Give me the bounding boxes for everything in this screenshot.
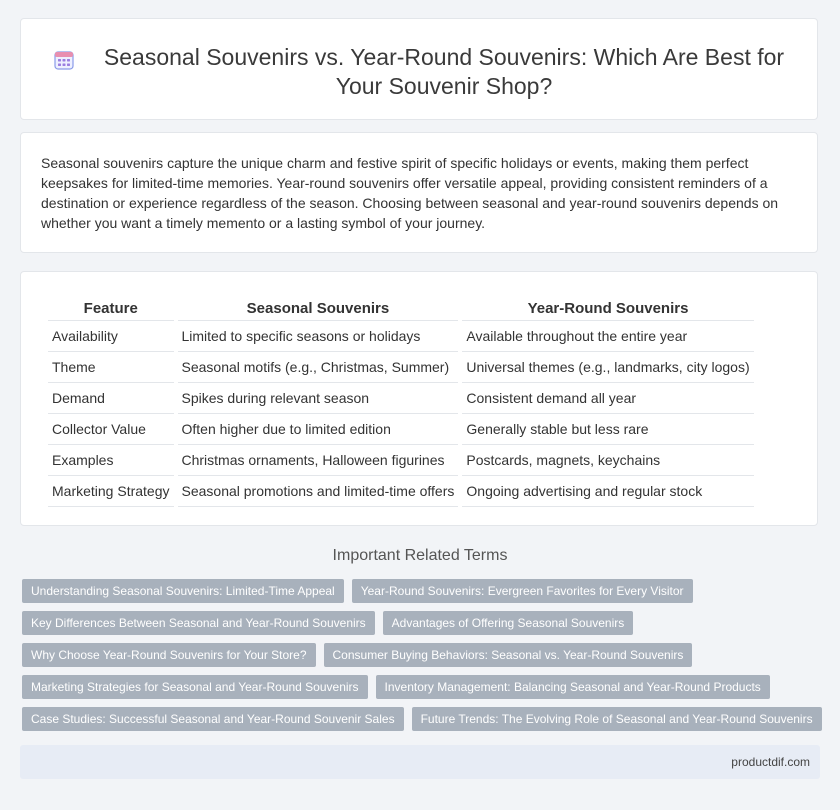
header-year-round: Year-Round Souvenirs <box>462 296 753 321</box>
table-cell-seasonal: Spikes during relevant season <box>178 383 459 414</box>
related-term-tag[interactable]: Advantages of Offering Seasonal Souvenirs <box>383 611 634 635</box>
table-cell-feature: Availability <box>48 321 174 352</box>
table-row <box>48 383 754 414</box>
tag-row <box>22 611 812 635</box>
tag-row <box>22 643 812 667</box>
intro-card <box>20 132 818 253</box>
table-cell-year-round: Available throughout the entire year <box>462 321 753 352</box>
table-cell-year-round: Consistent demand all year <box>462 383 753 414</box>
tag-row <box>22 579 812 603</box>
header-feature: Feature <box>48 296 174 321</box>
related-terms-list <box>22 579 812 739</box>
table-row <box>48 414 754 445</box>
related-term-tag[interactable]: Understanding Seasonal Souvenirs: Limited-Time Appeal <box>22 579 344 603</box>
tag-row <box>22 707 812 731</box>
intro-paragraph: Seasonal souvenirs capture the unique charm and festive spirit of specific holidays or events, making them perfect keepsakes for limited-time memories. Year-round souvenirs offer versatile appeal, providing consistent reminders of a destination or experience regardless of the season. Choosing between seasonal and year-round souvenirs depends on whether you want a timely memento or a lasting symbol of your journey. <box>41 155 779 231</box>
related-term-tag[interactable]: Future Trends: The Evolving Role of Seasonal and Year-Round Souvenirs <box>412 707 822 731</box>
table-header-row <box>48 296 754 321</box>
table-cell-seasonal: Seasonal motifs (e.g., Christmas, Summer) <box>178 352 459 383</box>
page-title: Seasonal Souvenirs vs. Year-Round Souvenirs: Which Are Best for Your Souvenir Shop? <box>103 44 785 99</box>
table-cell-year-round: Postcards, magnets, keychains <box>462 445 753 476</box>
related-terms-heading: Important Related Terms <box>332 547 508 564</box>
table-cell-feature: Examples <box>48 445 174 476</box>
related-term-tag[interactable]: Year-Round Souvenirs: Evergreen Favorites for Every Visitor <box>352 579 693 603</box>
table-row <box>48 445 754 476</box>
related-term-tag[interactable]: Marketing Strategies for Seasonal and Year-Round Souvenirs <box>22 675 368 699</box>
table-cell-seasonal: Christmas ornaments, Halloween figurines <box>178 445 459 476</box>
comparison-card <box>20 271 818 526</box>
table-cell-feature: Marketing Strategy <box>48 476 174 507</box>
comparison-table <box>44 296 758 507</box>
table-cell-feature: Collector Value <box>48 414 174 445</box>
table-row <box>48 352 754 383</box>
header-card <box>20 18 818 120</box>
related-term-tag[interactable]: Case Studies: Successful Seasonal and Year-Round Souvenir Sales <box>22 707 404 731</box>
related-term-tag[interactable]: Why Choose Year-Round Souvenirs for Your Store? <box>22 643 316 667</box>
tag-row <box>22 675 812 699</box>
header-seasonal: Seasonal Souvenirs <box>178 296 459 321</box>
related-term-tag[interactable]: Consumer Buying Behaviors: Seasonal vs. Year-Round Souvenirs <box>324 643 693 667</box>
table-cell-year-round: Generally stable but less rare <box>462 414 753 445</box>
table-cell-seasonal: Often higher due to limited edition <box>178 414 459 445</box>
table-cell-feature: Theme <box>48 352 174 383</box>
footer-site-link[interactable]: productdif.com <box>731 755 810 769</box>
table-cell-year-round: Universal themes (e.g., landmarks, city logos) <box>462 352 753 383</box>
table-cell-seasonal: Seasonal promotions and limited-time offers <box>178 476 459 507</box>
table-row <box>48 476 754 507</box>
calendar-icon <box>53 49 75 71</box>
table-cell-year-round: Ongoing advertising and regular stock <box>462 476 753 507</box>
table-row <box>48 321 754 352</box>
related-term-tag[interactable]: Key Differences Between Seasonal and Year-Round Souvenirs <box>22 611 375 635</box>
footer <box>20 745 820 779</box>
related-term-tag[interactable]: Inventory Management: Balancing Seasonal and Year-Round Products <box>376 675 770 699</box>
table-cell-feature: Demand <box>48 383 174 414</box>
table-cell-seasonal: Limited to specific seasons or holidays <box>178 321 459 352</box>
